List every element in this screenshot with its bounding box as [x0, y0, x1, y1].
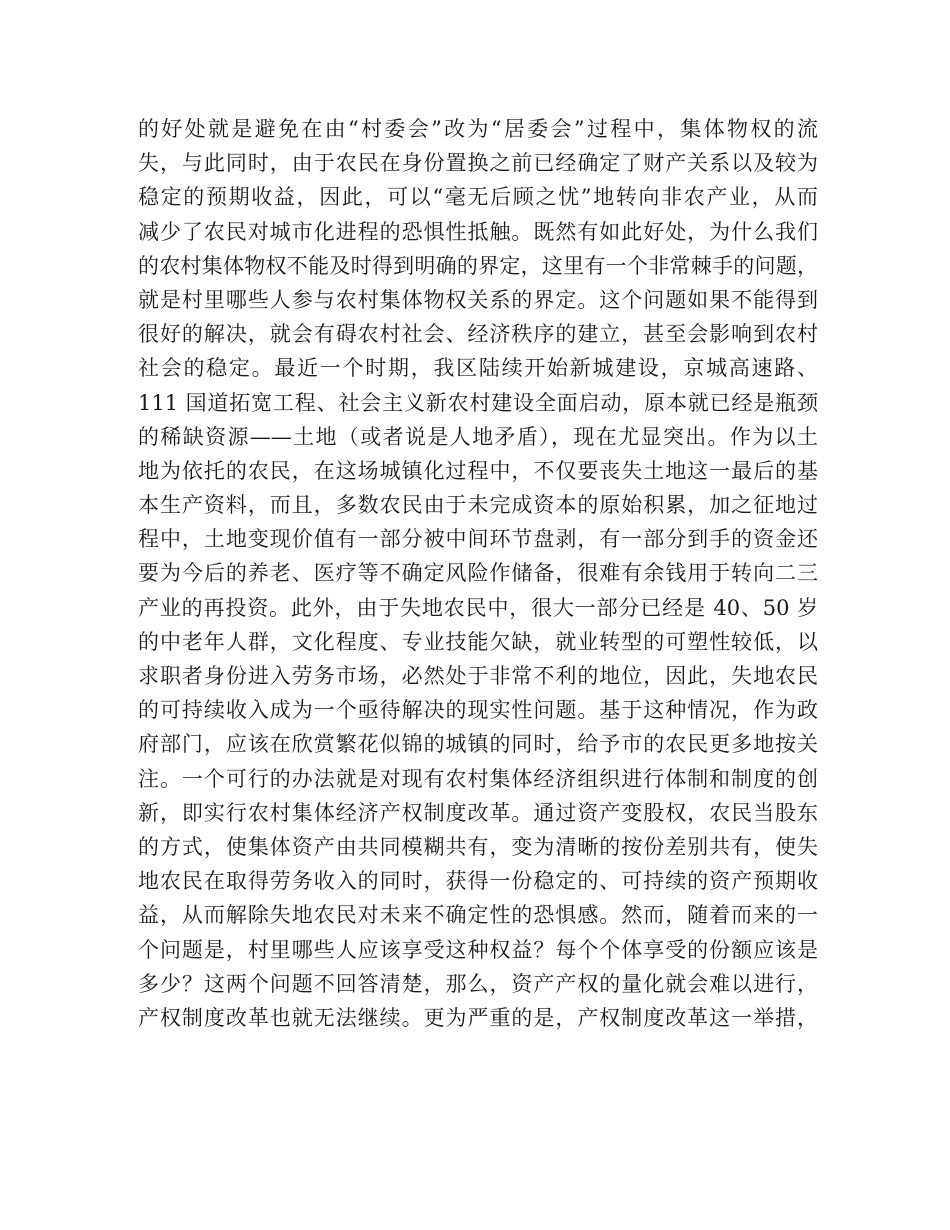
text-line: 新，即实行农村集体经济产权制度改革。通过资产变股权，农民当股东 — [138, 800, 818, 825]
text-line: 的方式，使集体资产由共同模糊共有，变为清晰的按份差别共有，使失 — [138, 834, 818, 859]
text-line: 产权制度改革也就无法继续。更为严重的是，产权制度改革这一举措， — [138, 1005, 818, 1030]
text-line: 府部门，应该在欣赏繁花似锦的城镇的同时，给予市的农民更多地按关 — [138, 732, 818, 757]
text-line: 益，从而解除失地农民对未来不确定性的恐惧感。然而，随着而来的一 — [138, 903, 818, 928]
text-line: 的农村集体物权不能及时得到明确的界定，这里有一个非常棘手的问题， — [138, 253, 818, 278]
text-line: 的好处就是避免在由“村委会”改为“居委会”过程中，集体物权的流 — [138, 117, 818, 141]
text-line: 多少？这两个问题不回答清楚，那么，资产产权的量化就会难以进行， — [138, 971, 818, 996]
text-line: 的稀缺资源——土地（或者说是人地矛盾），现在尤显突出。作为以土 — [138, 424, 818, 449]
text-line: 地为依托的农民，在这场城镇化过程中，不仅要丧失土地这一最后的基 — [138, 458, 818, 483]
text-line: 的中老年人群，文化程度、专业技能欠缺，就业转型的可塑性较低，以 — [138, 629, 818, 654]
text-line: 地农民在取得劳务收入的同时，获得一份稳定的、可持续的资产预期收 — [138, 869, 818, 894]
text-line: 本生产资料，而且，多数农民由于未完成资本的原始积累，加之征地过 — [138, 493, 818, 518]
text-line: 111 国道拓宽工程、社会主义新农村建设全面启动，原本就已经是瓶颈 — [138, 390, 818, 415]
body-paragraph — [138, 112, 818, 1035]
text-line: 减少了农民对城市化进程的恐惧性抵触。既然有如此好处，为什么我们 — [138, 219, 818, 244]
text-line: 失，与此同时，由于农民在身份置换之前已经确定了财产关系以及较为 — [138, 151, 818, 176]
text-line: 产业的再投资。此外，由于失地农民中，很大一部分已经是 40、50 岁 — [138, 595, 818, 620]
text-line: 稳定的预期收益，因此，可以“毫无后顾之忧”地转向非农产业，从而 — [138, 185, 818, 210]
text-line: 求职者身份进入劳务市场，必然处于非常不利的地位，因此，失地农民 — [138, 664, 818, 688]
text-line: 的可持续收入成为一个亟待解决的现实性问题。基于这种情况，作为政 — [138, 698, 818, 723]
text-line: 社会的稳定。最近一个时期，我区陆续开始新城建设，京城高速路、 — [138, 356, 818, 381]
text-line: 要为今后的养老、医疗等不确定风险作储备，很难有余钱用于转向二三 — [138, 561, 818, 586]
text-line: 个问题是，村里哪些人应该享受这种权益？每个个体享受的份额应该是 — [138, 937, 818, 962]
text-line: 注。一个可行的办法就是对现有农村集体经济组织进行体制和制度的创 — [138, 766, 818, 791]
text-line: 程中，土地变现价值有一部分被中间环节盘剥，有一部分到手的资金还 — [138, 527, 818, 552]
text-line: 就是村里哪些人参与农村集体物权关系的界定。这个问题如果不能得到 — [138, 287, 818, 312]
text-line: 很好的解决，就会有碍农村社会、经济秩序的建立，甚至会影响到农村 — [138, 322, 818, 347]
